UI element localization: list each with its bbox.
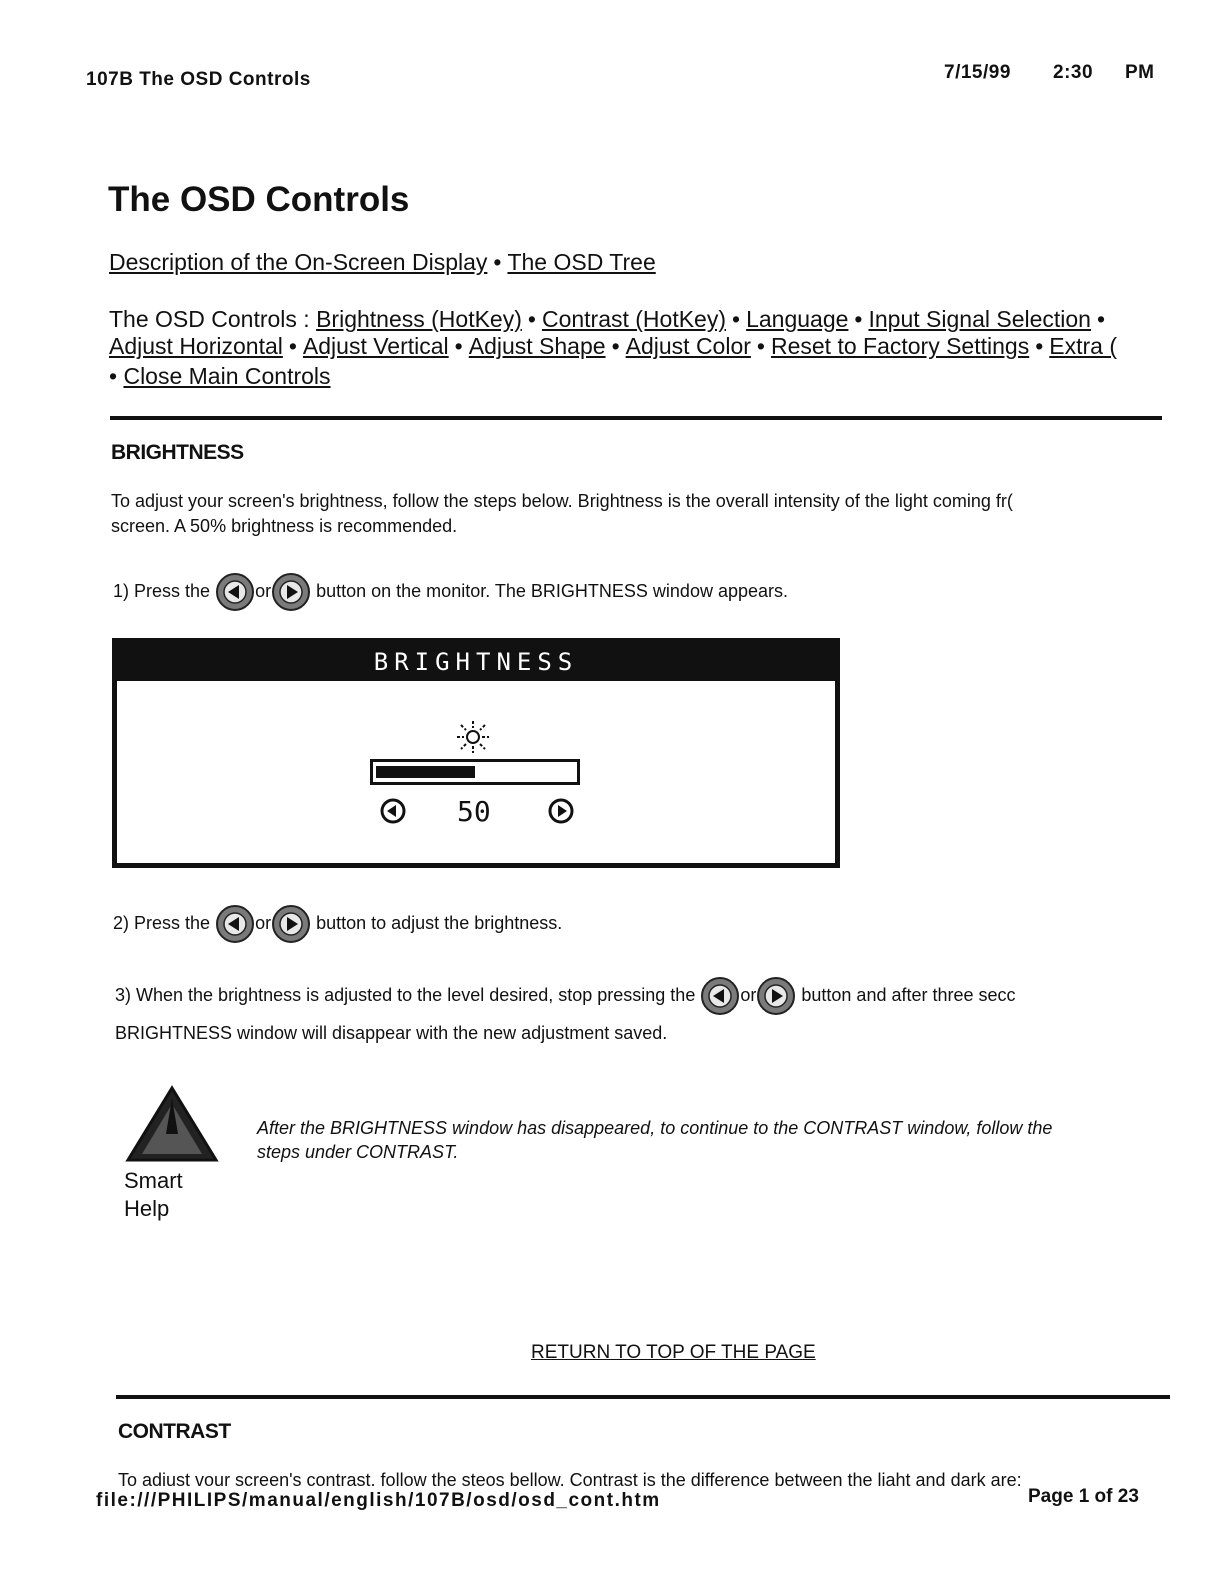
step-2: 2) Press the or button to adjust the brightness. xyxy=(113,902,562,944)
smart-help-text-2: steps under CONTRAST. xyxy=(257,1142,459,1162)
doc-header-title: 107B The OSD Controls xyxy=(86,69,311,90)
smart-help-label-1: Smart xyxy=(124,1168,183,1193)
link-contrast[interactable]: Contrast (HotKey) xyxy=(541,306,727,332)
link-reset-factory[interactable]: Reset to Factory Settings xyxy=(770,333,1030,359)
left-button-icon xyxy=(215,572,255,612)
left-button-icon xyxy=(215,904,255,944)
section-divider xyxy=(110,416,1162,420)
link-close-main-controls[interactable]: Close Main Controls xyxy=(123,363,331,389)
right-button-icon xyxy=(756,976,796,1016)
step-3-line2: BRIGHTNESS window will disappear with the new adjustment saved. xyxy=(115,1023,668,1043)
osd-right-arrow-icon xyxy=(547,797,575,830)
sun-icon xyxy=(455,719,491,760)
link-description-osd[interactable]: Description of the On-Screen Display xyxy=(109,249,488,275)
brightness-intro-line1: To adjust your screen's brightness, follow the steps below. Brightness is the overall intensity of the light coming fr( xyxy=(111,491,1013,511)
warning-triangle-icon xyxy=(124,1084,220,1169)
section-divider xyxy=(116,1395,1170,1399)
footer-file-path: file:///PHILIPS/manual/english/107B/osd/osd_cont.htm xyxy=(96,1490,661,1511)
contrast-intro-line1: To adiust vour screen's contrast. follow the steos bellow. Contrast is the difference between the liaht and dark are: xyxy=(118,1470,1022,1490)
link-language[interactable]: Language xyxy=(746,306,849,332)
step-1: 1) Press the or button on the monitor. The BRIGHTNESS window appears. xyxy=(113,570,788,612)
controls-nav-label: The OSD Controls : xyxy=(109,306,310,332)
osd-brightness-window xyxy=(112,638,840,868)
controls-nav-line2: Adjust Horizontal • Adjust Vertical • Adjust Shape • Adjust Color • Reset to Factory Settings • Extra ( xyxy=(109,333,1117,359)
right-button-icon xyxy=(271,572,311,612)
doc-header-time: 2:30 xyxy=(1053,62,1094,83)
brightness-heading: BRIGHTNESS xyxy=(111,441,244,464)
link-input-signal[interactable]: Input Signal Selection xyxy=(868,306,1091,332)
return-to-top-link[interactable]: RETURN TO TOP OF THE PAGE xyxy=(531,1342,816,1363)
osd-window-title: BRIGHTNESS xyxy=(117,643,835,681)
contrast-heading: CONTRAST xyxy=(118,1420,231,1443)
step-3: 3) When the brightness is adjusted to the level desired, stop pressing the or button and after three secc xyxy=(115,974,1016,1016)
controls-nav-line1: The OSD Controls : Brightness (HotKey) • Contrast (HotKey) • Language • Input Signal Selection • xyxy=(109,306,1106,332)
footer-page-number: Page 1 of 23 xyxy=(1028,1486,1139,1507)
osd-value: 50 xyxy=(457,795,491,828)
top-links xyxy=(109,248,656,276)
bullet-separator: • xyxy=(493,249,502,275)
left-button-icon xyxy=(700,976,740,1016)
link-brightness[interactable]: Brightness (HotKey) xyxy=(316,306,522,332)
link-adjust-shape[interactable]: Adjust Shape xyxy=(468,333,606,359)
brightness-level-bar xyxy=(370,759,580,785)
link-adjust-vertical[interactable]: Adjust Vertical xyxy=(302,333,449,359)
link-extra[interactable]: Extra ( xyxy=(1049,333,1117,359)
smart-help-label-2: Help xyxy=(124,1196,170,1221)
brightness-intro-line2: screen. A 50% brightness is recommended. xyxy=(111,516,458,536)
link-osd-tree[interactable]: The OSD Tree xyxy=(507,249,656,275)
osd-left-arrow-icon xyxy=(379,797,407,830)
smart-help-text-1: After the BRIGHTNESS window has disappeared, to continue to the CONTRAST window, follow the xyxy=(257,1118,1053,1138)
controls-nav-line3: • Close Main Controls xyxy=(109,363,331,389)
page-title: The OSD Controls xyxy=(108,180,410,219)
brightness-level-fill xyxy=(376,766,475,778)
link-adjust-color[interactable]: Adjust Color xyxy=(625,333,751,359)
doc-header-ampm: PM xyxy=(1125,62,1155,83)
link-adjust-horizontal[interactable]: Adjust Horizontal xyxy=(109,333,283,359)
right-button-icon xyxy=(271,904,311,944)
doc-header-date: 7/15/99 xyxy=(944,62,1011,83)
